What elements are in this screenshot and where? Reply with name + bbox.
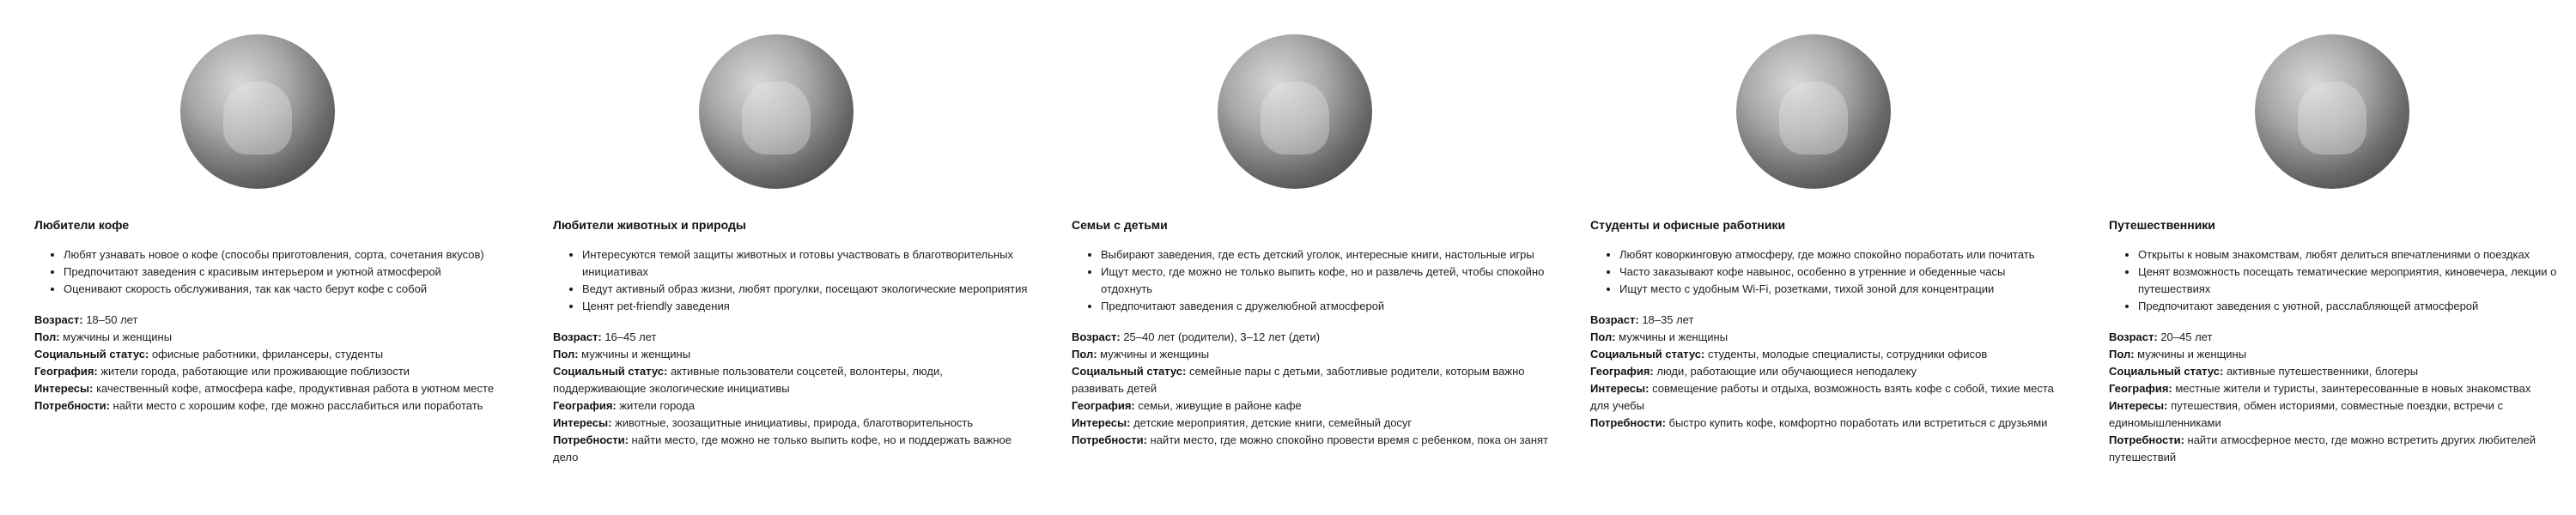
audience-card-coffee-lovers xyxy=(34,34,515,466)
bullet-list xyxy=(1590,246,2071,298)
fact-value: жители города xyxy=(616,399,696,412)
fact-value: люди, работающие или обучающиеся неподалеку xyxy=(1653,365,1917,378)
fact-interests xyxy=(1072,415,1552,432)
list-item: • Любят коворкинговую атмосферу, где можно спокойно поработать или почитать xyxy=(1619,246,2071,264)
fact-label: Пол: xyxy=(1072,348,1097,360)
fact-value: 18–35 лет xyxy=(1638,313,1694,326)
fact-geography xyxy=(1590,363,2071,380)
list-item: • Предпочитают заведения с дружелюбной атмосферой xyxy=(1101,298,1552,315)
fact-label: Социальный статус: xyxy=(1072,365,1187,378)
fact-label: Интересы: xyxy=(1072,416,1131,429)
fact-value: студенты, молодые специалисты, сотрудники офисов xyxy=(1704,348,1988,360)
list-item: • Ценят возможность посещать тематические мероприятия, киновечера, лекции о путешествиях xyxy=(2138,264,2576,298)
fact-label: Потребности: xyxy=(1072,433,1147,446)
list-item: • Предпочитают заведения с уютной, расслабляющей атмосферой xyxy=(2138,298,2576,315)
fact-gender xyxy=(553,346,1034,363)
card-title: Студенты и офисные работники xyxy=(1590,218,1786,232)
fact-interests xyxy=(1590,380,2071,415)
fact-value: качественный кофе, атмосфера кафе, продуктивная работа в уютном месте xyxy=(93,382,495,395)
facts-block xyxy=(1590,312,2071,432)
fact-label: Возраст: xyxy=(34,313,83,326)
fact-geography xyxy=(1072,397,1552,415)
fact-label: Интересы: xyxy=(34,382,94,395)
fact-value: мужчины и женщины xyxy=(578,348,691,360)
fact-value: мужчины и женщины xyxy=(2134,348,2247,360)
fact-label: Возраст: xyxy=(1590,313,1639,326)
family-photo xyxy=(1218,34,1372,189)
fact-value: мужчины и женщины xyxy=(1097,348,1210,360)
fact-value: животные, зоозащитные инициативы, природа, благотворительность xyxy=(611,416,974,429)
fact-label: Потребности: xyxy=(34,399,110,412)
fact-label: Интересы: xyxy=(1590,382,1649,395)
list-item: • Часто заказывают кофе навынос, особенно в утренние и обеденные часы xyxy=(1619,264,2071,281)
list-item: • Ведут активный образ жизни, любят прогулки, посещают экологические мероприятия xyxy=(582,281,1034,298)
card-title: Любители кофе xyxy=(34,218,130,232)
list-item: • Ищут место с удобным Wi-Fi, розетками, тихой зоной для концентрации xyxy=(1619,281,2071,298)
fact-label: Интересы: xyxy=(2109,399,2168,412)
fact-age xyxy=(34,312,515,329)
fact-label: География: xyxy=(34,365,98,378)
fact-label: Потребности: xyxy=(553,433,629,446)
avatar xyxy=(2255,34,2409,189)
fact-label: Пол: xyxy=(2109,348,2135,360)
list-item: • Предпочитают заведения с красивым интерьером и уютной атмосферой xyxy=(64,264,515,281)
fact-geography xyxy=(2109,380,2576,397)
fact-needs xyxy=(2109,432,2576,466)
avatar xyxy=(1736,34,1891,189)
fact-value: офисные работники, фрилансеры, студенты xyxy=(149,348,384,360)
card-title: Путешественники xyxy=(2109,218,2215,232)
animal-lover-photo xyxy=(699,34,854,189)
fact-label: Потребности: xyxy=(1590,416,1666,429)
list-item: • Любят узнавать новое о кофе (способы приготовления, сорта, сочетания вкусов) xyxy=(64,246,515,264)
bullet-list xyxy=(2109,246,2576,315)
list-item: • Ценят pet-friendly заведения xyxy=(582,298,1034,315)
bullet-list xyxy=(1072,246,1552,315)
fact-label: Возраст: xyxy=(2109,330,2158,343)
fact-value: найти место, где можно спокойно провести время с ребенком, пока он занят xyxy=(1146,433,1548,446)
audience-card-animal-nature-lovers xyxy=(553,34,1034,466)
fact-age xyxy=(1590,312,2071,329)
fact-value: путешествия, обмен историями, совместные поездки, встречи с единомышленниками xyxy=(2109,399,2503,429)
fact-label: Пол: xyxy=(34,330,60,343)
avatar xyxy=(699,34,854,189)
fact-value: детские мероприятия, детские книги, семейный досуг xyxy=(1130,416,1413,429)
audience-card-students-office xyxy=(1590,34,2071,466)
fact-age xyxy=(2109,329,2576,346)
fact-age xyxy=(1072,329,1552,346)
fact-label: География: xyxy=(1072,399,1135,412)
fact-label: География: xyxy=(553,399,617,412)
fact-value: активные пользователи соцсетей, волонтеры, люди, поддерживающие экологические инициативы xyxy=(553,365,943,395)
fact-interests xyxy=(553,415,1034,432)
audience-card-families xyxy=(1072,34,1552,466)
fact-social-status xyxy=(1072,363,1552,397)
bullet-list xyxy=(34,246,515,298)
avatar xyxy=(180,34,335,189)
fact-value: мужчины и женщины xyxy=(1615,330,1728,343)
list-item: • Оценивают скорость обслуживания, так как часто берут кофе с собой xyxy=(64,281,515,298)
fact-gender xyxy=(34,329,515,346)
fact-gender xyxy=(1590,329,2071,346)
fact-value: найти место, где можно не только выпить кофе, но и поддержать важное дело xyxy=(553,433,1012,464)
fact-social-status xyxy=(34,346,515,363)
card-title: Любители животных и природы xyxy=(553,218,746,232)
fact-value: семейные пары с детьми, заботливые родители, которым важно развивать детей xyxy=(1072,365,1525,395)
bullet-list xyxy=(553,246,1034,315)
fact-value: активные путешественники, блогеры xyxy=(2223,365,2419,378)
card-title: Семьи с детьми xyxy=(1072,218,1168,232)
audience-card-travelers xyxy=(2109,34,2576,466)
fact-value: найти место с хорошим кофе, где можно расслабиться или поработать xyxy=(109,399,483,412)
fact-gender xyxy=(1072,346,1552,363)
coffee-lover-photo xyxy=(180,34,335,189)
fact-label: Пол: xyxy=(1590,330,1616,343)
fact-label: Возраст: xyxy=(553,330,602,343)
fact-age xyxy=(553,329,1034,346)
fact-value: жители города, работающие или проживающие поблизости xyxy=(97,365,410,378)
fact-label: Социальный статус: xyxy=(2109,365,2224,378)
facts-block xyxy=(553,329,1034,466)
fact-needs xyxy=(553,432,1034,466)
fact-value: местные жители и туристы, заинтересованные в новых знакомствах xyxy=(2172,382,2531,395)
fact-label: География: xyxy=(1590,365,1654,378)
audience-grid xyxy=(34,34,2576,466)
fact-needs xyxy=(34,397,515,415)
list-item: • Выбирают заведения, где есть детский уголок, интересные книги, настольные игры xyxy=(1101,246,1552,264)
facts-block xyxy=(2109,329,2576,466)
fact-value: семьи, живущие в районе кафе xyxy=(1134,399,1302,412)
avatar xyxy=(1218,34,1372,189)
fact-label: Возраст: xyxy=(1072,330,1121,343)
fact-value: найти атмосферное место, где можно встретить других любителей путешествий xyxy=(2109,433,2537,464)
fact-label: Социальный статус: xyxy=(1590,348,1705,360)
fact-value: 16–45 лет xyxy=(601,330,657,343)
student-photo xyxy=(1736,34,1891,189)
fact-label: География: xyxy=(2109,382,2172,395)
list-item: • Открыты к новым знакомствам, любят делиться впечатлениями о поездках xyxy=(2138,246,2576,264)
fact-needs xyxy=(1590,415,2071,432)
fact-social-status xyxy=(2109,363,2576,380)
fact-label: Интересы: xyxy=(553,416,612,429)
fact-interests xyxy=(34,380,515,397)
fact-label: Социальный статус: xyxy=(34,348,149,360)
facts-block xyxy=(34,312,515,415)
fact-label: Потребности: xyxy=(2109,433,2184,446)
fact-label: Пол: xyxy=(553,348,579,360)
fact-gender xyxy=(2109,346,2576,363)
traveler-photo xyxy=(2255,34,2409,189)
fact-value: 18–50 лет xyxy=(82,313,138,326)
fact-needs xyxy=(1072,432,1552,449)
list-item: • Ищут место, где можно не только выпить кофе, но и развлечь детей, чтобы спокойно отдохнуть xyxy=(1101,264,1552,298)
fact-geography xyxy=(34,363,515,380)
fact-social-status xyxy=(553,363,1034,397)
list-item: • Интересуются темой защиты животных и готовы участвовать в благотворительных инициативах xyxy=(582,246,1034,281)
fact-value: быстро купить кофе, комфортно поработать или встретиться с друзьями xyxy=(1665,416,2048,429)
fact-value: 25–40 лет (родители), 3–12 лет (дети) xyxy=(1120,330,1321,343)
fact-label: Социальный статус: xyxy=(553,365,668,378)
fact-value: совмещение работы и отдыха, возможность взять кофе с собой, тихие места для учебы xyxy=(1590,382,2054,412)
fact-value: 20–45 лет xyxy=(2157,330,2213,343)
facts-block xyxy=(1072,329,1552,449)
fact-interests xyxy=(2109,397,2576,432)
fact-value: мужчины и женщины xyxy=(59,330,173,343)
fact-geography xyxy=(553,397,1034,415)
fact-social-status xyxy=(1590,346,2071,363)
